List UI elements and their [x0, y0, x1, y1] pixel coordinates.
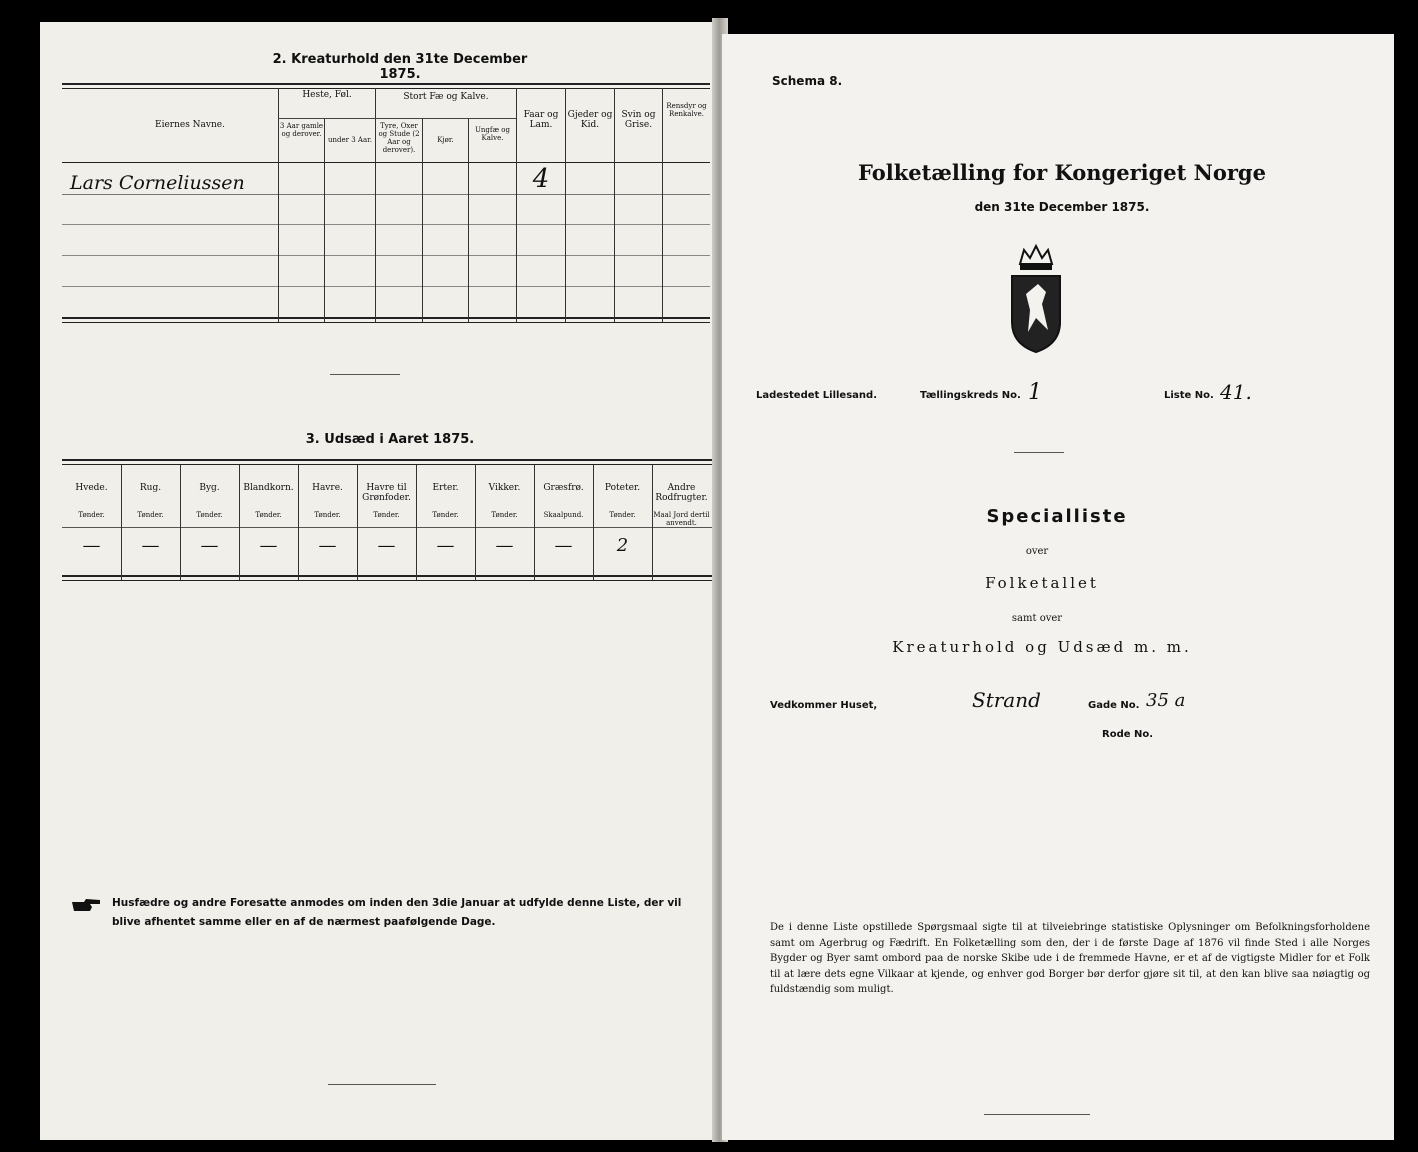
t2-value: — [436, 535, 455, 556]
t1-bottom-rule [62, 317, 710, 319]
t2-unit: Tønder. [432, 511, 459, 519]
t1-top-rule [62, 83, 710, 85]
page-title: Folketælling for Kongeriget Norge [858, 160, 1266, 185]
census-date: den 31te December 1875. [974, 200, 1150, 214]
liste-label: Liste No. [1164, 390, 1214, 401]
t2-value: — [495, 535, 514, 556]
t2-unit: Tønder. [373, 511, 400, 519]
pointing-hand-icon [72, 896, 102, 916]
t2-unit: Tønder. [314, 511, 341, 519]
place-label: Ladestedet Lillesand. [756, 390, 877, 401]
t1-cattle-b: Kjør. [437, 136, 454, 144]
t2-unit: Tønder. [491, 511, 518, 519]
left-page [40, 22, 720, 1140]
t2-header: Poteter. [604, 483, 641, 493]
specialliste-heading: Specialliste [986, 506, 1128, 527]
t2-unit: Tønder. [255, 511, 282, 519]
t1-top-rule2 [62, 88, 710, 89]
kreds-value: 1 [1028, 380, 1042, 405]
t1-reindeer: Rensdyr og Renkalve. [666, 102, 707, 118]
t2-unit: Maal Jord dertil anvendt. [653, 511, 710, 527]
t1-bottom-rule2 [62, 322, 710, 323]
schema-label: Schema 8. [772, 74, 843, 88]
t2-value: — [377, 535, 396, 556]
t1-row-rule [62, 255, 710, 256]
notice-text: Husfædre og andre Foresatte anmodes om inden den 3die Januar at udfylde denne Liste, der vil blive afhentet samme eller en af de nærmest paafølgende Dage. [112, 897, 682, 928]
samt-over-label: samt over [1011, 613, 1063, 624]
t2-value: 2 [616, 535, 629, 556]
gade-value: 35 a [1146, 690, 1186, 711]
t2-header: Græsfrø. [543, 483, 584, 493]
t2-unit: Tønder. [196, 511, 223, 519]
t2-value: — [82, 535, 101, 556]
street-value: Strand [972, 688, 1041, 712]
sheep-count: 4 [532, 164, 550, 194]
right-page [722, 34, 1394, 1140]
t1-sheep: Faar og Lam. [523, 110, 559, 130]
t1-header-rule [62, 162, 710, 163]
owner-name: Lars Corneliussen [70, 172, 245, 194]
t2-header: Vikker. [488, 483, 521, 493]
t2-value: — [259, 535, 278, 556]
t2-unit: Tønder. [609, 511, 636, 519]
t1-horses-a: 3 Aar gamle og derover. [279, 122, 324, 138]
t1-row-rule [62, 224, 710, 225]
t2-header: Havre. [312, 483, 343, 493]
t2-unit: Skaalpund. [543, 511, 584, 519]
t2-header: Blandkorn. [243, 483, 294, 493]
t2-unit: Tønder. [78, 511, 105, 519]
liste-value: 41. [1220, 380, 1252, 404]
t2-header: Erter. [432, 483, 459, 493]
t1-row-rule [62, 286, 710, 287]
t1-horses-group: Heste, Føl. [302, 90, 352, 100]
section2-title: 2. Kreaturhold den 31te December 1875. [272, 52, 528, 82]
footer-text: De i denne Liste opstillede Spørgsmaal sigte til at tilveiebringe statistiske Oplysninger om Befolkningsforholdene samt om Agerbrug og Fædrift. En Folketælling som den, der i de første Dage af 1876 vil finde Sted i alle Norges Bygder og Byer samt ombord paa de norske Skibe ude i de fremmede Havne, er et af de vigtigste Midler for et Folk til at lære dets egne Vilkaar at kjende, og enhver god Borger bør derfor gjøre sit til, at den kan blive saa nøiagtig og fuldstændig som muligt. [770, 922, 1370, 995]
kreds-label: Tællingskreds No. [920, 390, 1021, 401]
house-label: Vedkommer Huset, [770, 700, 878, 711]
t1-cattle-group: Stort Fæ og Kalve. [403, 92, 489, 102]
t2-value: — [318, 535, 337, 556]
t2-header: Rug. [139, 483, 162, 493]
gade-label: Gade No. [1088, 700, 1140, 711]
t2-value: — [554, 535, 573, 556]
t1-goats: Gjeder og Kid. [567, 110, 613, 130]
rode-label: Rode No. [1102, 729, 1154, 740]
t1-cattle-a: Tyre, Oxer og Stude (2 Aar og derover). [378, 122, 420, 154]
t1-horses-b: under 3 Aar. [328, 136, 372, 144]
over-label: over [1025, 546, 1049, 557]
kreaturhold-heading: Kreaturhold og Udsæd m. m. [892, 638, 1192, 656]
t2-header: Havre til Grønfoder. [362, 483, 411, 503]
t1-pigs: Svin og Grise. [621, 110, 656, 130]
t2-value: — [200, 535, 219, 556]
t2-header: Byg. [199, 483, 220, 493]
t2-value: — [141, 535, 160, 556]
norway-coat-of-arms-icon [1006, 244, 1066, 354]
t2-unit: Tønder. [137, 511, 164, 519]
t1-row-rule [62, 194, 710, 195]
t1-cattle-c: Ungfæ og Kalve. [475, 126, 510, 142]
folketallet-heading: Folketallet [985, 574, 1099, 592]
section3-title: 3. Udsæd i Aaret 1875. [305, 432, 475, 447]
t2-header: Andre Rodfrugter. [655, 483, 708, 503]
t2-header: Hvede. [75, 483, 108, 493]
t1-owner-header: Eiernes Navne. [155, 120, 225, 130]
